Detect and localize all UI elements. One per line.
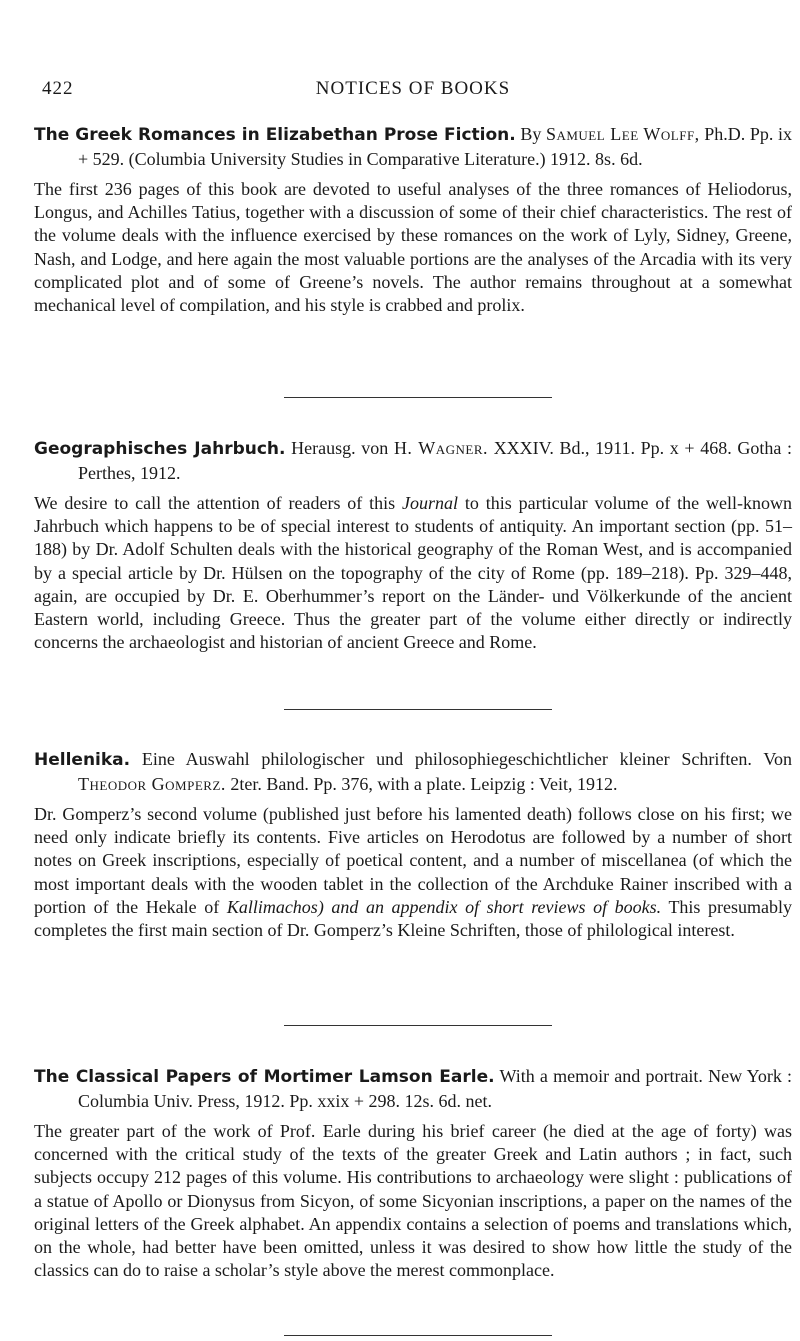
notice-body (34, 492, 792, 654)
book-notice-geographisches-jahrbuch (34, 436, 792, 654)
notice-body: The greater part of the work of Prof. Earle during his brief career (he died at the age of forty) was concerned with the critical study of the texts of the greater Greek and Latin authors ; in fact, such subjects occupy 212 pages of this volume. His contributions to archaeology were slight : publications of a statue of Apollo or Dionysus from Sicyon, of some Sicyonian inscriptions, a paper on the names of the original letters of the Greek alphabet. An appendix contains a selection of poems and translations which, on the whole, had better have been omitted, unless it was desired to show how little the study of the classics can do to raise a scholar’s style above the merest commonplace. (34, 1121, 792, 1281)
book-details: XXXIV. Bd., 1911. Pp. x + 468. Gotha : Perthes, 1912. (78, 438, 793, 483)
book-title: Geographisches Jahrbuch. (34, 439, 286, 459)
notice-heading (34, 747, 792, 796)
book-author: Samuel Lee Wolff, (545, 124, 700, 144)
notice-heading (34, 122, 792, 171)
book-notice-classical-papers (34, 1064, 792, 1282)
body-text: This presumably completes the first main section of Dr. Gomperz’s Kleine Schriften, those of philological interest. (34, 896, 792, 941)
running-title: NOTICES OF BOOKS (315, 78, 511, 99)
book-notice-greek-romances (34, 122, 792, 317)
body-text: to this particular volume of the well-known Jahrbuch which happens to be of special interest to students of antiquity. An important section (pp. 51–188) by Dr. Adolf Schulten deals with the historical geography of the Roman West, and is accompanied by a special article by Dr. Hülsen on the topography of the city of Rome (pp. 189–218). Pp. 329–448, again, are occupied by Dr. E. Oberhummer’s report on the Länder- und Völkerkunde of the ancient Eastern world, including Greece. Thus the greater part of the volume either directly or indirectly concerns the archaeologist and historian of ancient Greece and Rome. (34, 493, 793, 653)
book-details: Ph.D. Pp. ix + 529. (Columbia University Studies in Comparative Literature.) 1912. 8s. 6d. (78, 124, 792, 169)
notice-body (34, 803, 792, 942)
notice-heading (34, 436, 792, 485)
body-text: We desire to call the attention of readers of this (34, 493, 396, 513)
book-author: H. Wagner. (393, 438, 489, 458)
section-divider (284, 397, 552, 398)
page-number: 422 (42, 78, 74, 99)
book-details: With a memoir and portrait. New York : Columbia Univ. Press, 1912. Pp. xxix + 298. 12s. 6d. net. (78, 1066, 793, 1111)
journal-italic: Journal (402, 493, 459, 513)
book-details: 2ter. Band. Pp. 376, with a plate. Leipzig : Veit, 1912. (230, 774, 618, 794)
book-title: The Classical Papers of Mortimer Lamson Earle. (34, 1067, 495, 1087)
book-notice-hellenika (34, 747, 792, 942)
notice-body: The first 236 pages of this book are devoted to useful analyses of the three romances of Heliodorus, Longus, and Achilles Tatius, together with a discussion of some of their chief characteristics. The rest of the volume deals with the influence exercised by these romances on the work of Lyly, Sidney, Greene, Nash, and Lodge, and here again the most valuable portions are the analyses of the Arcadia with its very complicated plot and of some of Greene’s novels. The author remains throughout at a somewhat mechanical level of compilation, and his style is crabbed and prolix. (34, 179, 792, 316)
italic-text: Kallimachos) and an appendix of short reviews of books. (226, 896, 662, 917)
section-divider (284, 1025, 552, 1026)
section-divider (284, 1335, 552, 1336)
running-head (34, 78, 792, 108)
section-divider (284, 709, 552, 710)
book-title: Hellenika. (34, 750, 131, 770)
book-title: The Greek Romances in Elizabethan Prose Fiction. (34, 125, 516, 145)
notice-heading (34, 1064, 792, 1113)
body-text: Dr. Gomperz’s second volume (published just before his lamented death) follows close on his first; we need only indicate briefly its contents. Five articles on Herodotus are followed by a number of short notes on Greek inscriptions, especially of poetical content, and a number of miscellanea (of which the most important deals with the wooden tablet in the collection of the Archduke Rainer inscribed with a portion of the Hekale of (34, 804, 792, 917)
pre-author: Eine Auswahl philologischer und philosophiegeschichtlicher kleiner Schriften. Von (141, 749, 792, 769)
book-author: Theodor Gomperz. (78, 774, 226, 794)
by-label: By (520, 124, 542, 144)
pre-author: Herausg. von (291, 438, 389, 458)
